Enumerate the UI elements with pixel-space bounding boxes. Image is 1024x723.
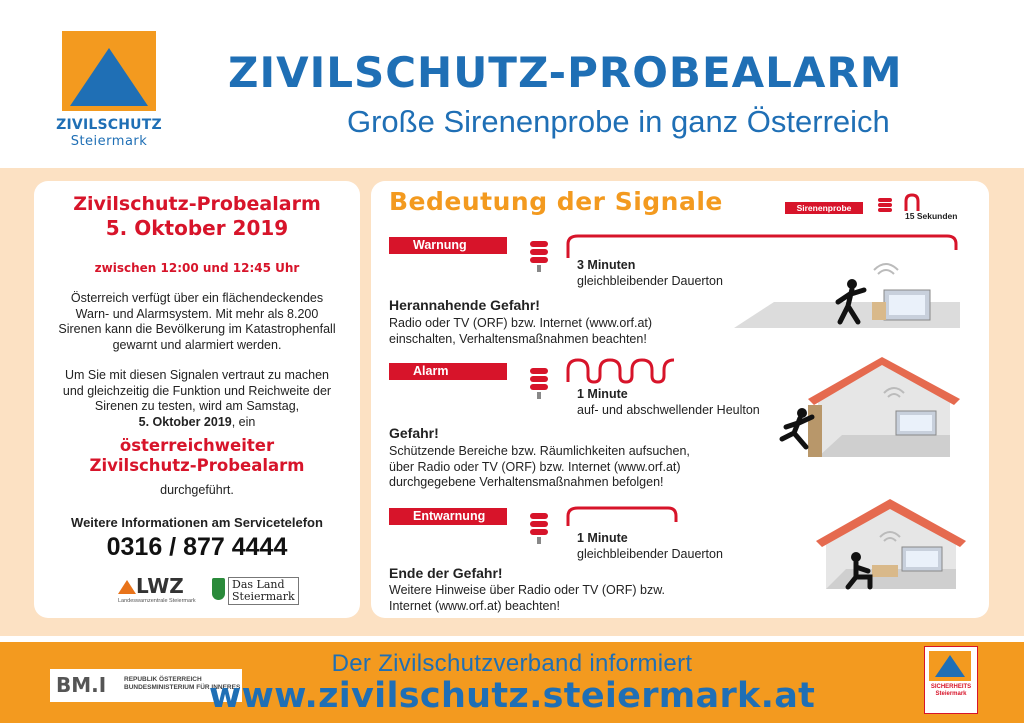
- logo-subtitle: Steiermark: [70, 134, 148, 149]
- warnung-text: [389, 316, 652, 347]
- steiermark-crest-icon: [212, 578, 225, 600]
- logo-name: ZIVILSCHUTZ: [56, 117, 162, 133]
- page-subtitle: Große Sirenenprobe in ganz Österreich: [347, 104, 890, 139]
- entwarnung-heading: Ende der Gefahr!: [389, 565, 503, 581]
- tag-warnung: Warnung: [389, 237, 507, 254]
- info-time: zwischen 12:00 und 12:45 Uhr: [94, 261, 300, 275]
- service-label: Weitere Informationen am Servicetelefon: [71, 515, 323, 530]
- bmi-logo-text: BM.I: [56, 673, 107, 697]
- page-title: ZIVILSCHUTZ-PROBEALARM: [228, 48, 903, 97]
- siren-icon: [528, 510, 550, 546]
- lwz-logo: LWZ: [136, 574, 184, 598]
- info-highlight: [34, 436, 360, 476]
- scene-house-safe-illustration: [810, 497, 970, 597]
- entwarnung-description: gleichbleibender Dauerton: [577, 547, 723, 561]
- warnung-text-line1: Radio oder TV (ORF) bzw. Internet (www.orf.at): [389, 316, 653, 330]
- signal-continuous-icon: [562, 230, 962, 260]
- legend-duration: 15 Sekunden: [905, 211, 958, 221]
- scene-outdoor-illustration: [734, 260, 964, 340]
- entwarnung-text-line1: Weitere Hinweise über Radio oder TV (ORF) bzw.: [389, 583, 666, 597]
- lwz-logo-icon: [118, 580, 136, 594]
- info-paragraph-2-text: Um Sie mit diesen Signalen vertraut zu machen und gleichzeitig die Funktion und Reichweite der Sirenen zu testen, wird am Samstag,: [62, 368, 332, 413]
- alarm-heading: Gefahr!: [389, 425, 439, 441]
- info-paragraph-1: Österreich verfügt über ein flächendeckendes Warn- und Alarmsystem. Mit mehr als 8.200 Sirenen kann die Bevölkerung im Katastrophenfall gewarnt und alarmiert werden.: [58, 291, 336, 352]
- alarm-description: auf- und abschwellender Heulton: [577, 403, 760, 417]
- sicherheitsverband-logo-line1: SICHERHEITS: [930, 684, 972, 690]
- warnung-heading: Herannahende Gefahr!: [389, 297, 540, 313]
- tag-alarm: Alarm: [389, 363, 507, 380]
- siren-icon: [528, 365, 550, 401]
- info-paragraph-2-end: , ein: [231, 414, 256, 429]
- entwarnung-text-line2: Internet (www.orf.at) beachten!: [389, 598, 560, 613]
- entwarnung-text: [389, 583, 665, 614]
- info-paragraph-2-date: 5. Oktober 2019: [138, 414, 232, 429]
- warnung-description: gleichbleibender Dauerton: [577, 274, 723, 288]
- service-phone[interactable]: 0316 / 877 4444: [106, 533, 288, 561]
- info-title-date: 5. Oktober 2019: [105, 216, 289, 240]
- sicherheitsverband-logo-text: [925, 684, 977, 698]
- warnung-text-line2: einschalten, Verhaltensmaßnahmen beachten!: [389, 331, 647, 346]
- bmi-logo-line2: BUNDESMINISTERIUM FÜR INNERES: [124, 684, 241, 691]
- siren-icon: [528, 238, 550, 274]
- signal-short-continuous-icon: [564, 502, 682, 528]
- info-title: [34, 192, 360, 240]
- signals-title: Bedeutung der Signale: [389, 187, 723, 216]
- alarm-text: [389, 444, 690, 491]
- info-highlight-line1: österreichweiter: [119, 436, 275, 455]
- alarm-duration: 1 Minute: [577, 387, 628, 401]
- bmi-logo-line1: REPUBLIK ÖSTERREICH: [124, 676, 202, 683]
- entwarnung-duration: 1 Minute: [577, 531, 628, 545]
- scene-house-running-illustration: [772, 355, 974, 467]
- info-title-line1: Zivilschutz-Probealarm: [73, 193, 321, 215]
- signal-wave-icon: [564, 356, 680, 386]
- info-paragraph-2: [58, 368, 336, 430]
- triangle-logo-icon: [70, 48, 148, 106]
- steiermark-logo: [228, 577, 299, 605]
- footer-url-link[interactable]: www.zivilschutz.steiermark.at: [208, 676, 816, 716]
- lwz-logo-subtitle: Landeswarnzentrale Steiermark: [118, 598, 196, 604]
- alarm-text-line1: Schützende Bereiche bzw. Räumlichkeiten aufsuchen,: [389, 444, 690, 458]
- alarm-text-line2: über Radio oder TV (ORF) bzw. Internet (www.orf.at): [389, 459, 681, 474]
- sicherheitsverband-triangle-icon: [935, 655, 965, 677]
- steiermark-logo-line1: Das Land: [232, 578, 285, 591]
- legend-sirenenprobe: Sirenenprobe: [785, 202, 863, 214]
- tag-entwarnung: Entwarnung: [389, 508, 507, 525]
- footer-tagline: Der Zivilschutzverband informiert: [331, 650, 693, 677]
- info-highlight-line2: Zivilschutz-Probealarm: [89, 456, 305, 475]
- alarm-text-line3: durchgegebene Verhaltensmaßnahmen befolgen!: [389, 475, 664, 489]
- warnung-duration: 3 Minuten: [577, 258, 636, 272]
- info-done: durchgeführt.: [160, 483, 234, 497]
- steiermark-logo-line2: Steiermark: [232, 590, 295, 603]
- sicherheitsverband-logo-line2: Steiermark: [935, 691, 967, 697]
